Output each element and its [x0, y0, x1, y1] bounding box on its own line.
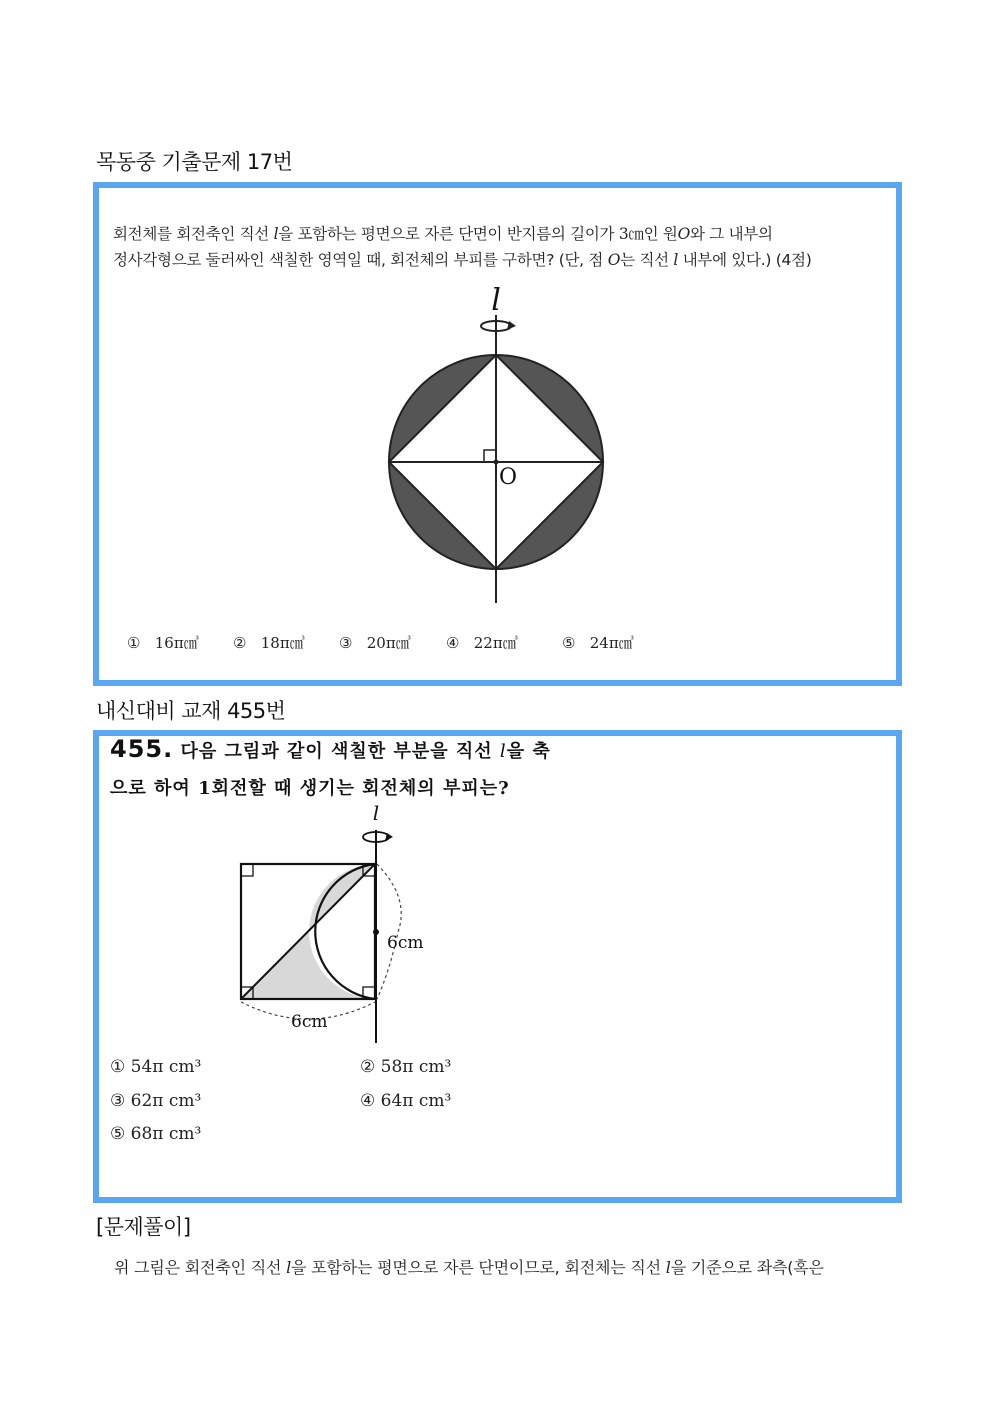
center-label: O: [499, 465, 518, 490]
l-symbol: l: [673, 251, 679, 269]
l-symbol: l: [286, 1258, 292, 1277]
side-length-label: 6cm: [387, 933, 424, 953]
solution-text: 위 그림은 회전축인 직선 l을 포함하는 평면으로 자른 단면이므로, 회전체는 직선 l을 기준으로 좌측(혹은: [114, 1258, 824, 1277]
choice-1[interactable]: ① 54π cm³: [110, 1057, 202, 1077]
section1-heading: 목동중 기출문제 17번: [96, 150, 293, 174]
choice-3[interactable]: ③ 20π㎤: [339, 634, 411, 652]
bottom-length-label: 6cm: [291, 1012, 328, 1032]
problem-number: 455.: [110, 735, 174, 763]
o-symbol: O: [607, 251, 621, 269]
l-symbol: l: [665, 1258, 671, 1277]
choice-3[interactable]: ③ 62π cm³: [110, 1091, 202, 1111]
axis-label: l: [491, 285, 501, 318]
problem2-line1: 455. 다음 그림과 같이 색칠한 부분을 직선 l을 축: [110, 735, 551, 763]
choice-2[interactable]: ② 58π cm³: [360, 1057, 452, 1077]
l-symbol: l: [499, 741, 507, 762]
section2-heading: 내신대비 교재 455번: [96, 699, 286, 723]
problem2-line2: 으로 하여 1회전할 때 생기는 회전체의 부피는?: [110, 778, 510, 799]
figure1-circle-square: [370, 285, 620, 610]
problem2-box: [93, 730, 902, 1203]
choice-5[interactable]: ⑤ 24π㎤: [562, 634, 634, 652]
choice-4[interactable]: ④ 22π㎤: [446, 634, 518, 652]
choice-5[interactable]: ⑤ 68π cm³: [110, 1124, 202, 1144]
problem1-line1: 회전체를 회전축인 직선 l을 포함하는 평면으로 자른 단면이 반지름의 길이가 3㎝인 원O와 그 내부의: [113, 225, 773, 243]
choice-2[interactable]: ② 18π㎤: [233, 634, 305, 652]
choice-4[interactable]: ④ 64π cm³: [360, 1091, 452, 1111]
problem1-line2: 정사각형으로 둘러싸인 색칠한 영역일 때, 회전체의 부피를 구하면? (단, 점 O는 직선 l 내부에 있다.) (4점): [113, 251, 812, 269]
figure2-square-semicircle: [225, 800, 445, 1050]
radius-value: 3㎝: [618, 225, 644, 243]
o-symbol: O: [677, 225, 690, 243]
axis-label: l: [372, 801, 380, 825]
choice-1[interactable]: ① 16π㎤: [127, 634, 199, 652]
l-symbol: l: [273, 225, 279, 243]
solution-heading: [문제풀이]: [96, 1215, 191, 1239]
